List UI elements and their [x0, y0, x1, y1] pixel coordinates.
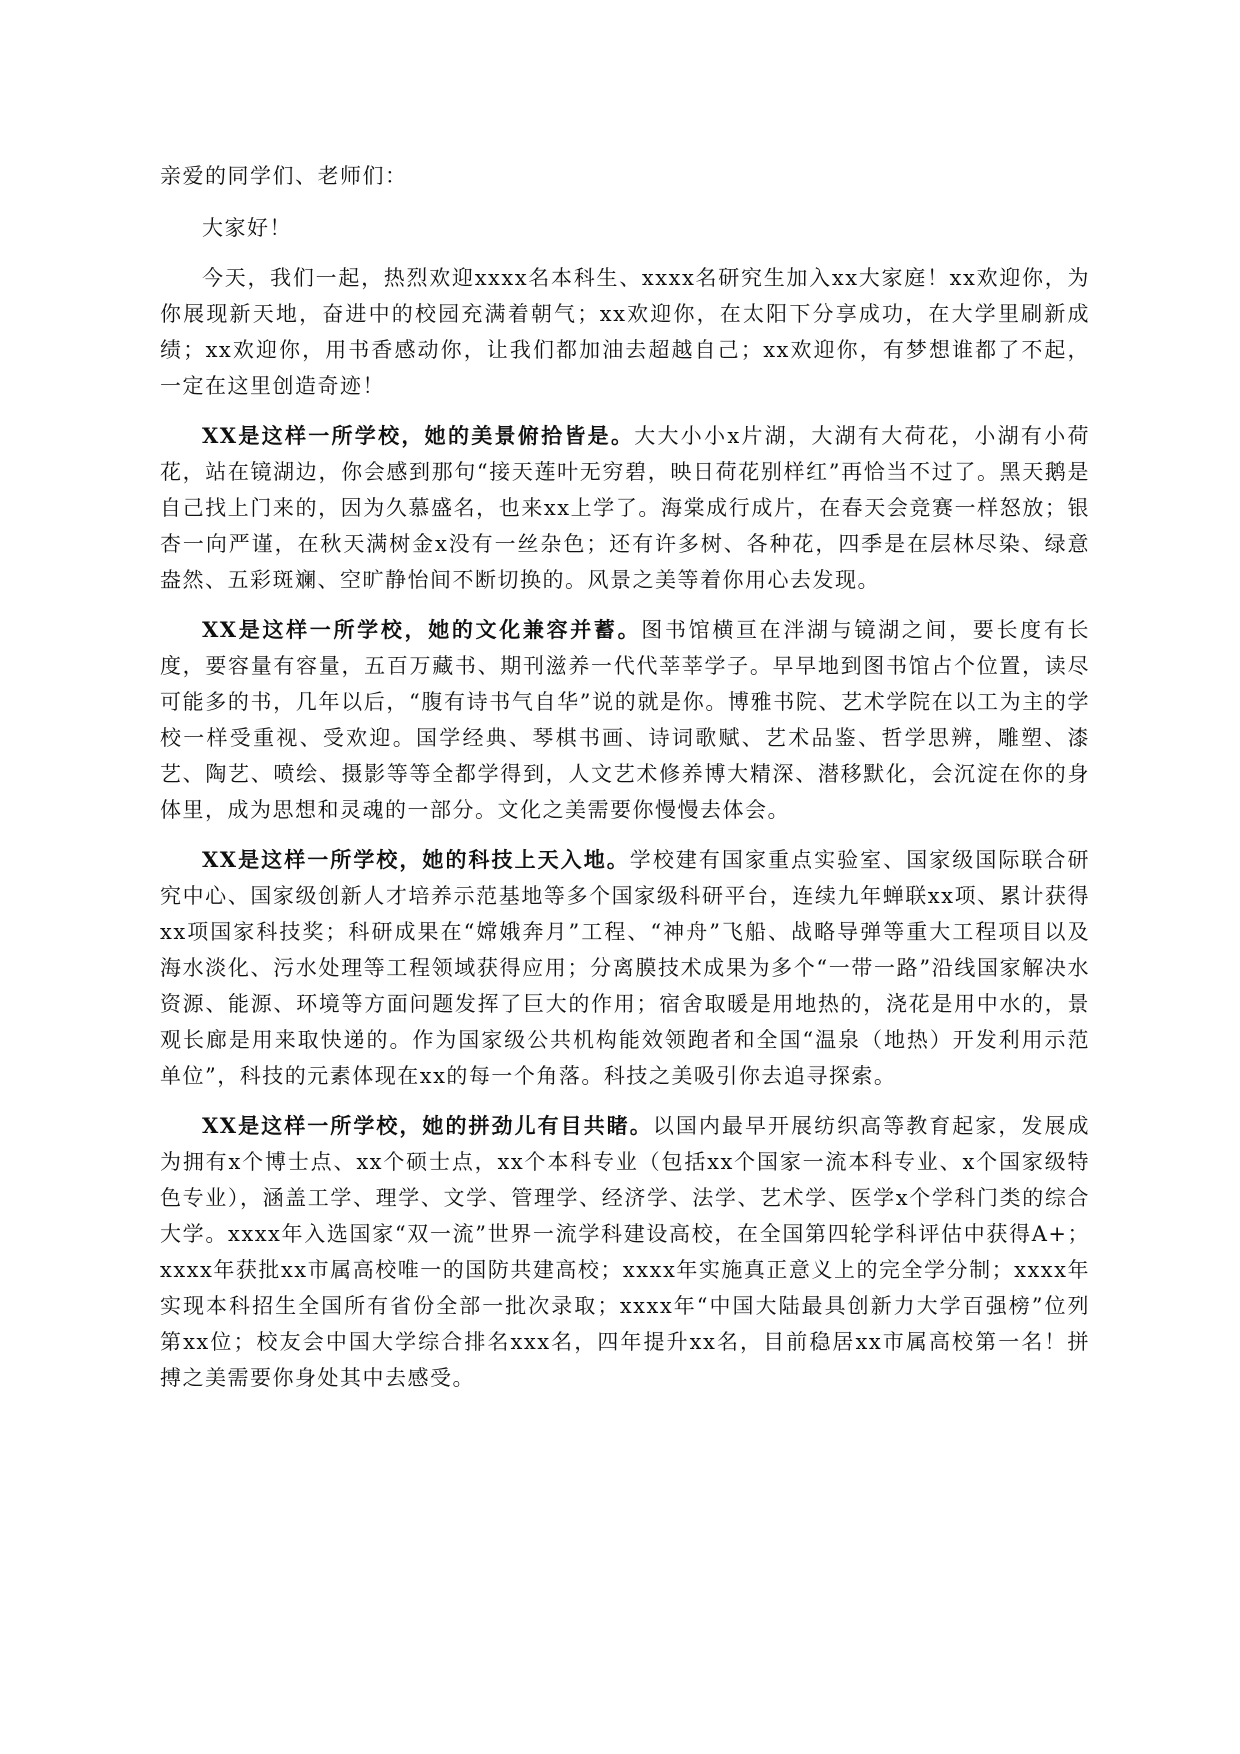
section-lead: XX是这样一所学校，她的美景俯拾皆是。 [202, 423, 635, 448]
intro-paragraph: 今天，我们一起，热烈欢迎xxxx名本科生、xxxx名研究生加入xx大家庭！xx欢迎你，为你展现新天地，奋进中的校园充满着朝气；xx欢迎你，在太阳下分享成功，在大学里刷新成绩；xx欢迎你，用书香感动你，让我们都加油去超越自己；xx欢迎你，有梦想谁都了不起，一定在这里创造奇迹！ [160, 266, 1090, 398]
section-body: 图书馆横亘在泮湖与镜湖之间，要长度有长度，要容量有容量，五百万藏书、期刊滋养一代代莘莘学子。早早地到图书馆占个位置，读尽可能多的书，几年以后，“腹有诗书气自华”说的就是你。博雅书院、艺术学院在以工为主的学校一样受重视、受欢迎。国学经典、琴棋书画、诗词歌赋、艺术品鉴、哲学思辨，雕塑、漆艺、陶艺、喷绘、摄影等等全都学得到，人文艺术修养博大精深、潜移默化，会沉淀在你的身体里，成为思想和灵魂的一部分。文化之美需要你慢慢去体会。 [160, 618, 1090, 822]
section-paragraph-technology [160, 842, 1090, 1094]
section-lead: XX是这样一所学校，她的拼劲儿有目共睹。 [202, 1113, 653, 1138]
section-lead: XX是这样一所学校，她的科技上天入地。 [202, 847, 630, 872]
section-body: 大大小小x片湖，大湖有大荷花，小湖有小荷花，站在镜湖边，你会感到那句“接天莲叶无穷碧，映日荷花别样红”再恰当不过了。黑天鹅是自己找上门来的，因为久慕盛名，也来xx上学了。海棠成行成片，在春天会竞赛一样怒放；银杏一向严谨，在秋天满树金x没有一丝杂色；还有许多树、各种花，四季是在层林尽染、绿意盎然、五彩斑斓、空旷静怡间不断切换的。风景之美等着你用心去发现。 [160, 424, 1091, 592]
salutation: 亲爱的同学们、老师们： [160, 164, 408, 188]
section-lead: XX是这样一所学校，她的文化兼容并蓄。 [202, 617, 642, 642]
document-body [160, 158, 1090, 1410]
section-paragraph-culture [160, 612, 1090, 828]
section-body: 学校建有国家重点实验室、国家级国际联合研究中心、国家级创新人才培养示范基地等多个国家级科研平台，连续九年蝉联xx项、累计获得xx项国家科技奖；科研成果在“嫦娥奔月”工程、“神舟”飞船、战略导弹等重大工程项目以及海水淡化、污水处理等工程领域获得应用；分离膜技术成果为多个“一带一路”沿线国家解决水资源、能源、环境等方面问题发挥了巨大的作用；宿舍取暖是用地热的，浇花是用中水的，景观长廊是用来取快递的。作为国家级公共机构能效领跑者和全国“温泉（地热）开发利用示范单位”，科技的元素体现在xx的每一个角落。科技之美吸引你去追寻探索。 [160, 848, 1091, 1088]
section-paragraph-scenery [160, 418, 1090, 598]
hello-line: 大家好！ [202, 216, 292, 240]
section-paragraph-effort [160, 1108, 1090, 1396]
section-body: 以国内最早开展纺织高等教育起家，发展成为拥有x个博士点、xx个硕士点，xx个本科专业（包括xx个国家一流本科专业、x个国家级特色专业），涵盖工学、理学、文学、管理学、经济学、法学、艺术学、医学x个学科门类的综合大学。xxxx年入选国家“双一流”世界一流学科建设高校，在全国第四轮学科评估中获得A+；xxxx年获批xx市属高校唯一的国防共建高校；xxxx年实施真正意义上的完全学分制；xxxx年实现本科招生全国所有省份全部一批次录取；xxxx年“中国大陆最具创新力大学百强榜”位列第xx位；校友会中国大学综合排名xxx名，四年提升xx名，目前稳居xx市属高校第一名！拼搏之美需要你身处其中去感受。 [160, 1114, 1090, 1390]
